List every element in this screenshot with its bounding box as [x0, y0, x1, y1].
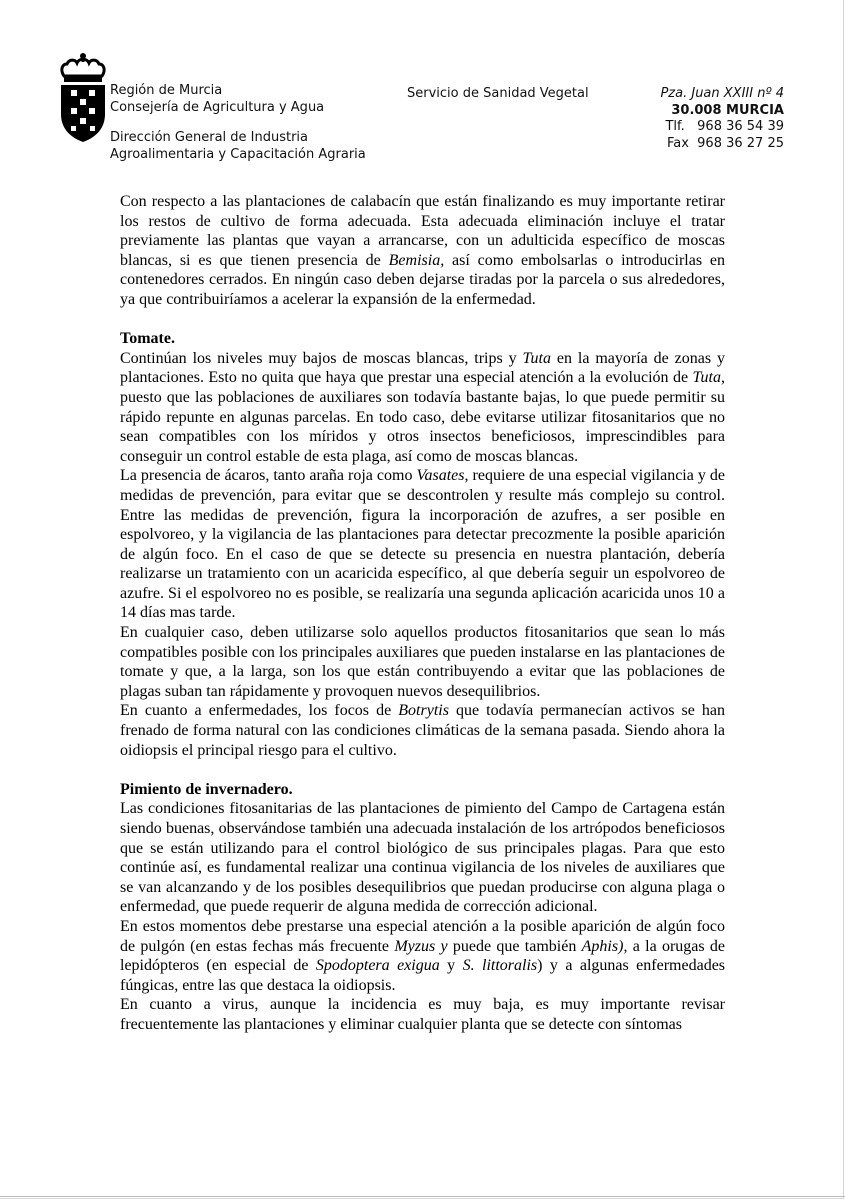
pimiento-paragraph-2: En estos momentos debe prestarse una especial atención a la posible aparición de algún foco de pulgón (en estas fechas más frecuente Myzus y puede que también Aphis), a la orugas de lepidópteros (en especial de Spodoptera exigua y S. littoralis) y a algunas enfermedades fúngicas, entre las que destaca la oidiopsis.	[120, 917, 726, 994]
phone: Tlf. 968 36 54 39	[665, 119, 784, 134]
service-name: Servicio de Sanidad Vegetal	[407, 86, 589, 101]
section-heading-pimiento: Pimiento de invernadero.	[120, 780, 293, 798]
document-body	[120, 192, 725, 1035]
tomate-paragraph-1: Continúan los niveles muy bajos de moscas blancas, trips y Tuta en la mayoría de zonas y plantaciones. Esto no quita que haya que prestar una especial atención a la evolución de Tuta, puesto que las poblaciones de auxiliares son todavía bastante bajas, lo que puede permitir su rápido repunte en algunas parcelas. En todo caso, debe evitarse utilizar fitosanitarios que no sean compatibles con los míridos y otros insectos beneficiosos, imprescindibles para conseguir un control estable de esta plaga, así como de moscas blancas.	[120, 349, 725, 465]
tomate-paragraph-3: En cualquier caso, deben utilizarse solo aquellos productos fitosanitarios que sean lo más compatibles posible con los principales auxiliares que pueden instalarse en las plantaciones de tomate y que, a la larga, son los que están contribuyendo a evitar que las poblaciones de plagas suban tan rápidamente y provoquen nuevos desequilibrios.	[120, 624, 725, 700]
pimiento-paragraph-3: En cuanto a virus, aunque la incidencia es muy baja, es muy importante revisar frecuentemente las plantaciones y eliminar cualquier planta que se detecte con síntomas	[120, 996, 725, 1033]
header-contact	[660, 86, 784, 152]
department-name: Consejería de Agricultura y Agua	[110, 99, 325, 115]
header-institution	[110, 83, 324, 116]
page-bottom-edge	[0, 1196, 845, 1197]
region-name: Región de Murcia	[110, 83, 223, 98]
tomate-paragraph-4: En cuanto a enfermedades, los focos de Botrytis que todavía permanecían activos se han frenado de forma natural con las condiciones climáticas de la semana pasada. Siendo ahora la oidiopsis el principal riesgo para el cultivo.	[120, 702, 726, 759]
header-directorate	[110, 130, 366, 163]
section-heading-tomate: Tomate.	[120, 330, 175, 348]
intro-paragraph: Con respecto a las plantaciones de calabacín que están finalizando es muy importante retirar los restos de cultivo de forma adecuada. Esta adecuada eliminación incluye el tratar previamente las plantas que vayan a arrancarse, con un adulticida específico de moscas blancas, si es que tienen presencia de Bemisia, así como embolsarlas o introducirlas en contenedores cerrados. En ningún caso deben dejarse tiradas por la parcela o sus alrededores, ya que contribuiríamos a acelerar la expansión de la enfermedad.	[120, 193, 725, 308]
directorate-line-1: Dirección General de Industria	[110, 130, 309, 145]
region-crest-icon	[58, 52, 108, 144]
city: 30.008 MURCIA	[671, 102, 784, 118]
tomate-paragraph-2: La presencia de ácaros, tanto araña roja como Vasates, requiere de una especial vigilancia y de medidas de prevención, para evitar que se descontrolen y resulte más complejo su control. Entre las medidas de prevención, figura la incorporación de azufres, a ser posible en espolvoreo, y la vigilancia de las plantaciones para detectar precozmente la posible aparición de algún foco. En el caso de que se detecte su presencia en nuestra plantación, debería realizarse un tratamiento con un acaricida específico, al que debería seguir un espolvoreo de azufre. Si el espolvoreo no es posible, se realizaría una segunda aplicación acaricida unos 10 a 14 días mas tarde.	[120, 467, 725, 622]
address: Pza. Juan XXIII nº 4	[660, 86, 784, 101]
pimiento-paragraph-1: Las condiciones fitosanitarias de las plantaciones de pimiento del Campo de Cartagena están siendo buenas, observándose también una adecuada instalación de los artrópodos beneficiosos que se están utilizando para el control biológico de sus principales plagas. Para que esto continúe así, es fundamental realizar una continua vigilancia de los niveles de auxiliares que se van alcanzando y de los posibles desequilibrios que puedan producirse con alguna plaga o enfermedad, que puede requerir de alguna medida de corrección adicional.	[120, 800, 725, 916]
fax: Fax 968 36 27 25	[666, 135, 784, 151]
directorate-line-2: Agroalimentaria y Capacitación Agraria	[110, 146, 366, 162]
